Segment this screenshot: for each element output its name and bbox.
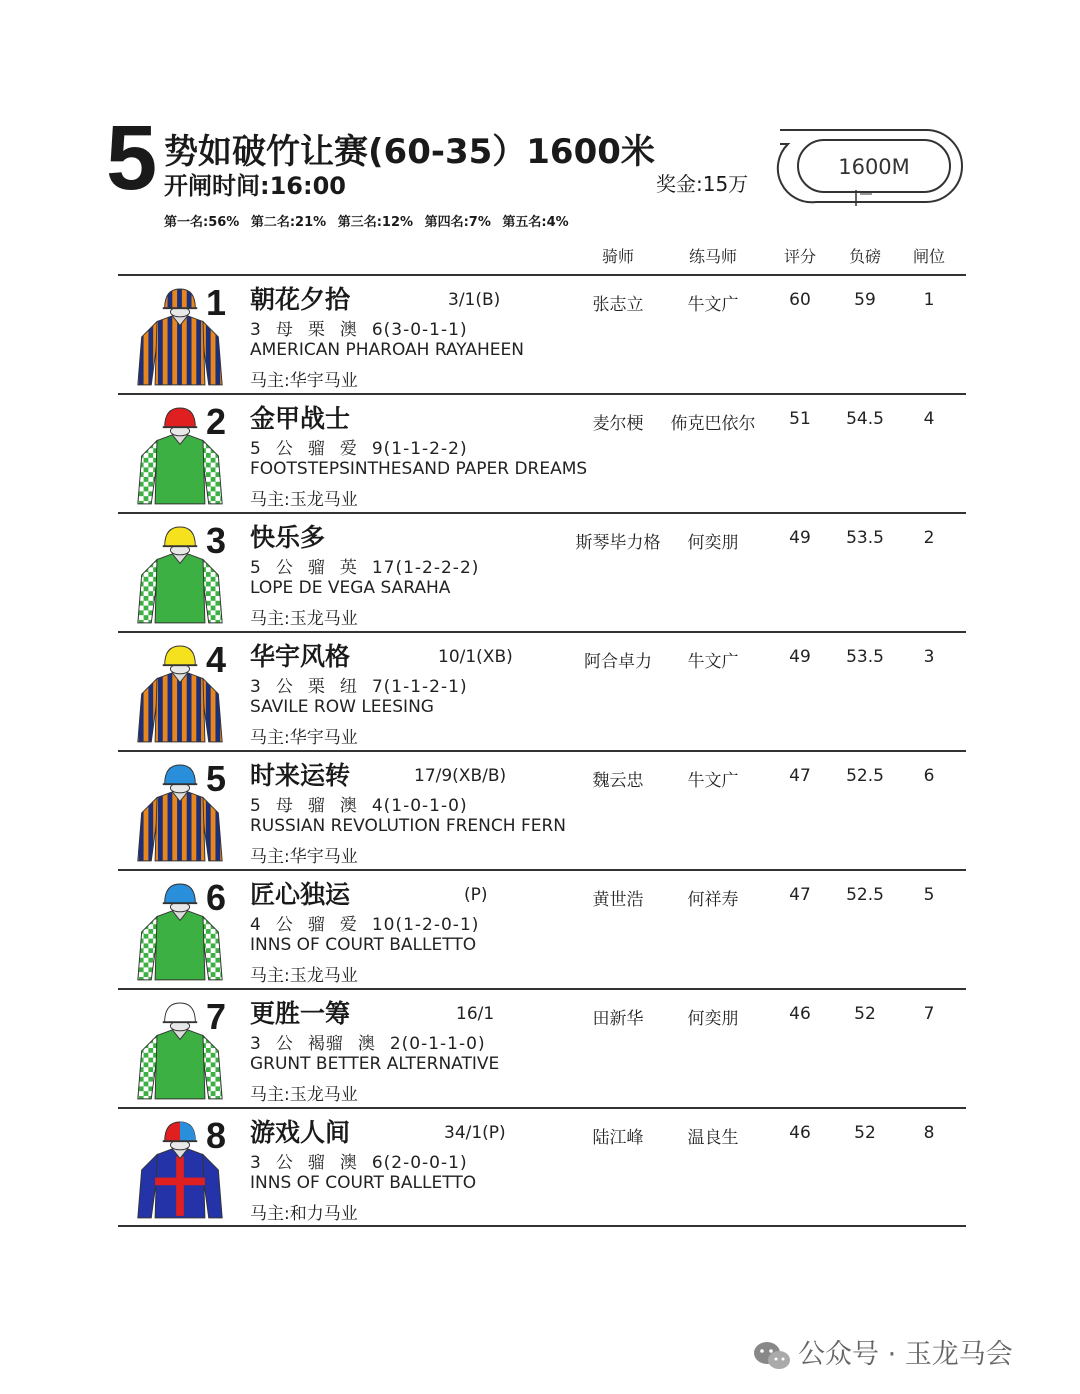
horse-color: 骝 bbox=[307, 1153, 326, 1173]
rating: 46 bbox=[789, 1123, 811, 1143]
horse-name: 游戏人间 bbox=[250, 1118, 351, 1147]
horse-sex: 公 bbox=[275, 1153, 294, 1173]
jockey: 陆江峰 bbox=[592, 1128, 644, 1148]
start-time: 开闸时间:16:00 bbox=[164, 172, 346, 200]
horse-age: 3 bbox=[250, 1153, 262, 1173]
saddle-number: 6 bbox=[206, 877, 227, 918]
jockey: 阿合卓力 bbox=[584, 652, 652, 672]
watermark bbox=[752, 1332, 1013, 1372]
horse-name: 更胜一筹 bbox=[250, 999, 351, 1028]
horse-record: 7(1-1-2-1) bbox=[371, 677, 468, 697]
pedigree: FOOTSTEPSINTHESAND PAPER DREAMS bbox=[250, 459, 588, 479]
jockey: 麦尔梗 bbox=[592, 414, 644, 434]
horse-name: 华宇风格 bbox=[250, 642, 351, 671]
trainer: 牛文广 bbox=[687, 771, 739, 791]
header-weight: 负磅 bbox=[848, 247, 881, 266]
horse-age: 3 bbox=[250, 677, 262, 697]
weight: 52 bbox=[854, 1004, 876, 1024]
horse-name: 匠心独运 bbox=[250, 880, 351, 909]
horse-age: 4 bbox=[250, 915, 262, 935]
track-diagram bbox=[776, 126, 966, 214]
jockey: 张志立 bbox=[592, 295, 644, 315]
header-rating: 评分 bbox=[783, 247, 816, 266]
runner-row bbox=[118, 750, 966, 871]
pedigree: AMERICAN PHAROAH RAYAHEEN bbox=[250, 340, 524, 360]
horse-info bbox=[250, 315, 482, 340]
rating: 60 bbox=[789, 290, 811, 310]
odds: (P) bbox=[464, 885, 488, 905]
wechat-icon bbox=[752, 1340, 792, 1372]
saddle-number: 4 bbox=[206, 639, 227, 680]
horse-color: 褐骝 bbox=[307, 1034, 344, 1054]
horse-origin: 澳 bbox=[339, 1153, 358, 1173]
jockey: 魏云忠 bbox=[592, 771, 644, 791]
horse-origin: 爱 bbox=[339, 915, 358, 935]
gate: 8 bbox=[923, 1123, 935, 1143]
horse-color: 栗 bbox=[307, 320, 326, 340]
horse-origin: 纽 bbox=[339, 677, 358, 697]
horse-color: 骝 bbox=[307, 796, 326, 816]
horse-info bbox=[250, 672, 482, 697]
horse-record: 10(1-2-0-1) bbox=[371, 915, 480, 935]
header-trainer: 练马师 bbox=[688, 247, 737, 266]
runner-row bbox=[118, 869, 966, 990]
gate: 2 bbox=[923, 528, 935, 548]
saddle-number: 1 bbox=[206, 282, 227, 323]
runner-row bbox=[118, 631, 966, 752]
horse-record: 2(0-1-1-0) bbox=[389, 1034, 486, 1054]
odds: 16/1 bbox=[456, 1004, 495, 1024]
owner: 马主:玉龙马业 bbox=[250, 490, 358, 510]
trainer: 牛文广 bbox=[687, 295, 739, 315]
rating: 47 bbox=[789, 766, 811, 786]
horse-age: 5 bbox=[250, 796, 262, 816]
horse-sex: 公 bbox=[275, 915, 294, 935]
pedigree: INNS OF COURT BALLETTO bbox=[250, 1173, 477, 1193]
horse-age: 5 bbox=[250, 558, 262, 578]
header-gate: 闸位 bbox=[912, 247, 945, 266]
rating: 51 bbox=[789, 409, 811, 429]
owner: 马主:华宇马业 bbox=[250, 847, 358, 867]
runner-row bbox=[118, 274, 966, 395]
saddle-number: 2 bbox=[206, 401, 227, 442]
prize-split-2: 第二名:21% bbox=[250, 215, 327, 230]
prize-split-4: 第四名:7% bbox=[424, 215, 491, 230]
horse-age: 3 bbox=[250, 1034, 262, 1054]
horse-age: 5 bbox=[250, 439, 262, 459]
rating: 47 bbox=[789, 885, 811, 905]
horse-origin: 澳 bbox=[339, 320, 358, 340]
prize-money: 奖金:15万 bbox=[656, 172, 749, 196]
horse-record: 6(2-0-0-1) bbox=[371, 1153, 468, 1173]
weight: 59 bbox=[854, 290, 876, 310]
horse-color: 骝 bbox=[307, 558, 326, 578]
prize-split-3: 第三名:12% bbox=[337, 215, 414, 230]
horse-sex: 母 bbox=[275, 796, 294, 816]
gate: 7 bbox=[923, 1004, 935, 1024]
horse-origin: 澳 bbox=[339, 796, 358, 816]
owner: 马主:华宇马业 bbox=[250, 728, 358, 748]
horse-sex: 公 bbox=[275, 558, 294, 578]
trainer: 温良生 bbox=[687, 1128, 739, 1148]
horse-color: 骝 bbox=[307, 439, 326, 459]
trainer: 牛文广 bbox=[687, 652, 739, 672]
horse-name: 朝花夕拾 bbox=[250, 285, 351, 314]
weight: 52 bbox=[854, 1123, 876, 1143]
horse-info bbox=[250, 1148, 482, 1173]
horse-name: 快乐多 bbox=[250, 523, 326, 552]
horse-info bbox=[250, 434, 482, 459]
horse-name: 金甲战士 bbox=[250, 404, 351, 433]
jockey: 黄世浩 bbox=[592, 890, 644, 910]
weight: 54.5 bbox=[846, 409, 884, 429]
pedigree: LOPE DE VEGA SARAHA bbox=[250, 578, 451, 598]
saddle-number: 8 bbox=[206, 1115, 227, 1156]
prize-split bbox=[164, 211, 576, 230]
pedigree: RUSSIAN REVOLUTION FRENCH FERN bbox=[250, 816, 566, 836]
runner-row bbox=[118, 988, 966, 1109]
owner: 马主:和力马业 bbox=[250, 1204, 358, 1224]
race-title: 势如破竹让赛(60-35）1600米 bbox=[164, 132, 655, 172]
pedigree: SAVILE ROW LEESING bbox=[250, 697, 434, 717]
horse-sex: 母 bbox=[275, 320, 294, 340]
horse-info bbox=[250, 791, 482, 816]
weight: 52.5 bbox=[846, 766, 884, 786]
owner: 马主:华宇马业 bbox=[250, 371, 358, 391]
gate: 4 bbox=[923, 409, 935, 429]
race-number: 5 bbox=[106, 107, 156, 209]
rating: 49 bbox=[789, 528, 811, 548]
horse-name: 时来运转 bbox=[250, 761, 351, 790]
horse-info bbox=[250, 553, 493, 578]
horse-origin: 英 bbox=[339, 558, 358, 578]
trainer: 佈克巴依尔 bbox=[670, 414, 756, 434]
gate: 1 bbox=[923, 290, 935, 310]
horse-record: 9(1-1-2-2) bbox=[371, 439, 468, 459]
runner-row bbox=[118, 393, 966, 514]
horse-sex: 公 bbox=[275, 439, 294, 459]
rating: 49 bbox=[789, 647, 811, 667]
horse-origin: 爱 bbox=[339, 439, 358, 459]
table-bottom-rule bbox=[118, 1225, 966, 1227]
pedigree: GRUNT BETTER ALTERNATIVE bbox=[250, 1054, 500, 1074]
track-label: 1600M bbox=[838, 155, 910, 179]
horse-sex: 公 bbox=[275, 1034, 294, 1054]
horse-record: 4(1-0-1-0) bbox=[371, 796, 468, 816]
saddle-number: 7 bbox=[206, 996, 227, 1037]
horse-origin: 澳 bbox=[357, 1034, 376, 1054]
gate: 3 bbox=[923, 647, 935, 667]
runner-row bbox=[118, 512, 966, 633]
saddle-number: 3 bbox=[206, 520, 227, 561]
jockey: 斯琴毕力格 bbox=[575, 533, 661, 553]
horse-info bbox=[250, 1029, 500, 1054]
horse-record: 17(1-2-2-2) bbox=[371, 558, 480, 578]
odds: 10/1(XB) bbox=[438, 647, 513, 667]
prize-split-1: 第一名:56% bbox=[164, 215, 240, 230]
owner: 马主:玉龙马业 bbox=[250, 609, 358, 629]
horse-age: 3 bbox=[250, 320, 262, 340]
gate: 6 bbox=[923, 766, 935, 786]
saddle-number: 5 bbox=[206, 758, 227, 799]
jockey: 田新华 bbox=[592, 1009, 644, 1029]
weight: 52.5 bbox=[846, 885, 884, 905]
watermark-text: 公众号 · 玉龙马会 bbox=[798, 1339, 1013, 1370]
trainer: 何奕朋 bbox=[687, 533, 739, 553]
gate: 5 bbox=[923, 885, 935, 905]
trainer: 何祥寿 bbox=[687, 890, 739, 910]
odds: 3/1(B) bbox=[448, 290, 501, 310]
trainer: 何奕朋 bbox=[687, 1009, 739, 1029]
pedigree: INNS OF COURT BALLETTO bbox=[250, 935, 477, 955]
weight: 53.5 bbox=[846, 528, 884, 548]
header-jockey: 骑师 bbox=[601, 247, 634, 266]
horse-info bbox=[250, 910, 493, 935]
horse-record: 6(3-0-1-1) bbox=[371, 320, 468, 340]
odds: 34/1(P) bbox=[444, 1123, 506, 1143]
horse-color: 骝 bbox=[307, 915, 326, 935]
weight: 53.5 bbox=[846, 647, 884, 667]
rating: 46 bbox=[789, 1004, 811, 1024]
odds: 17/9(XB/B) bbox=[414, 766, 507, 786]
prize-split-5: 第五名:4% bbox=[502, 215, 569, 230]
horse-color: 栗 bbox=[307, 677, 326, 697]
owner: 马主:玉龙马业 bbox=[250, 1085, 358, 1105]
horse-sex: 公 bbox=[275, 677, 294, 697]
runner-row bbox=[118, 1107, 966, 1228]
owner: 马主:玉龙马业 bbox=[250, 966, 358, 986]
